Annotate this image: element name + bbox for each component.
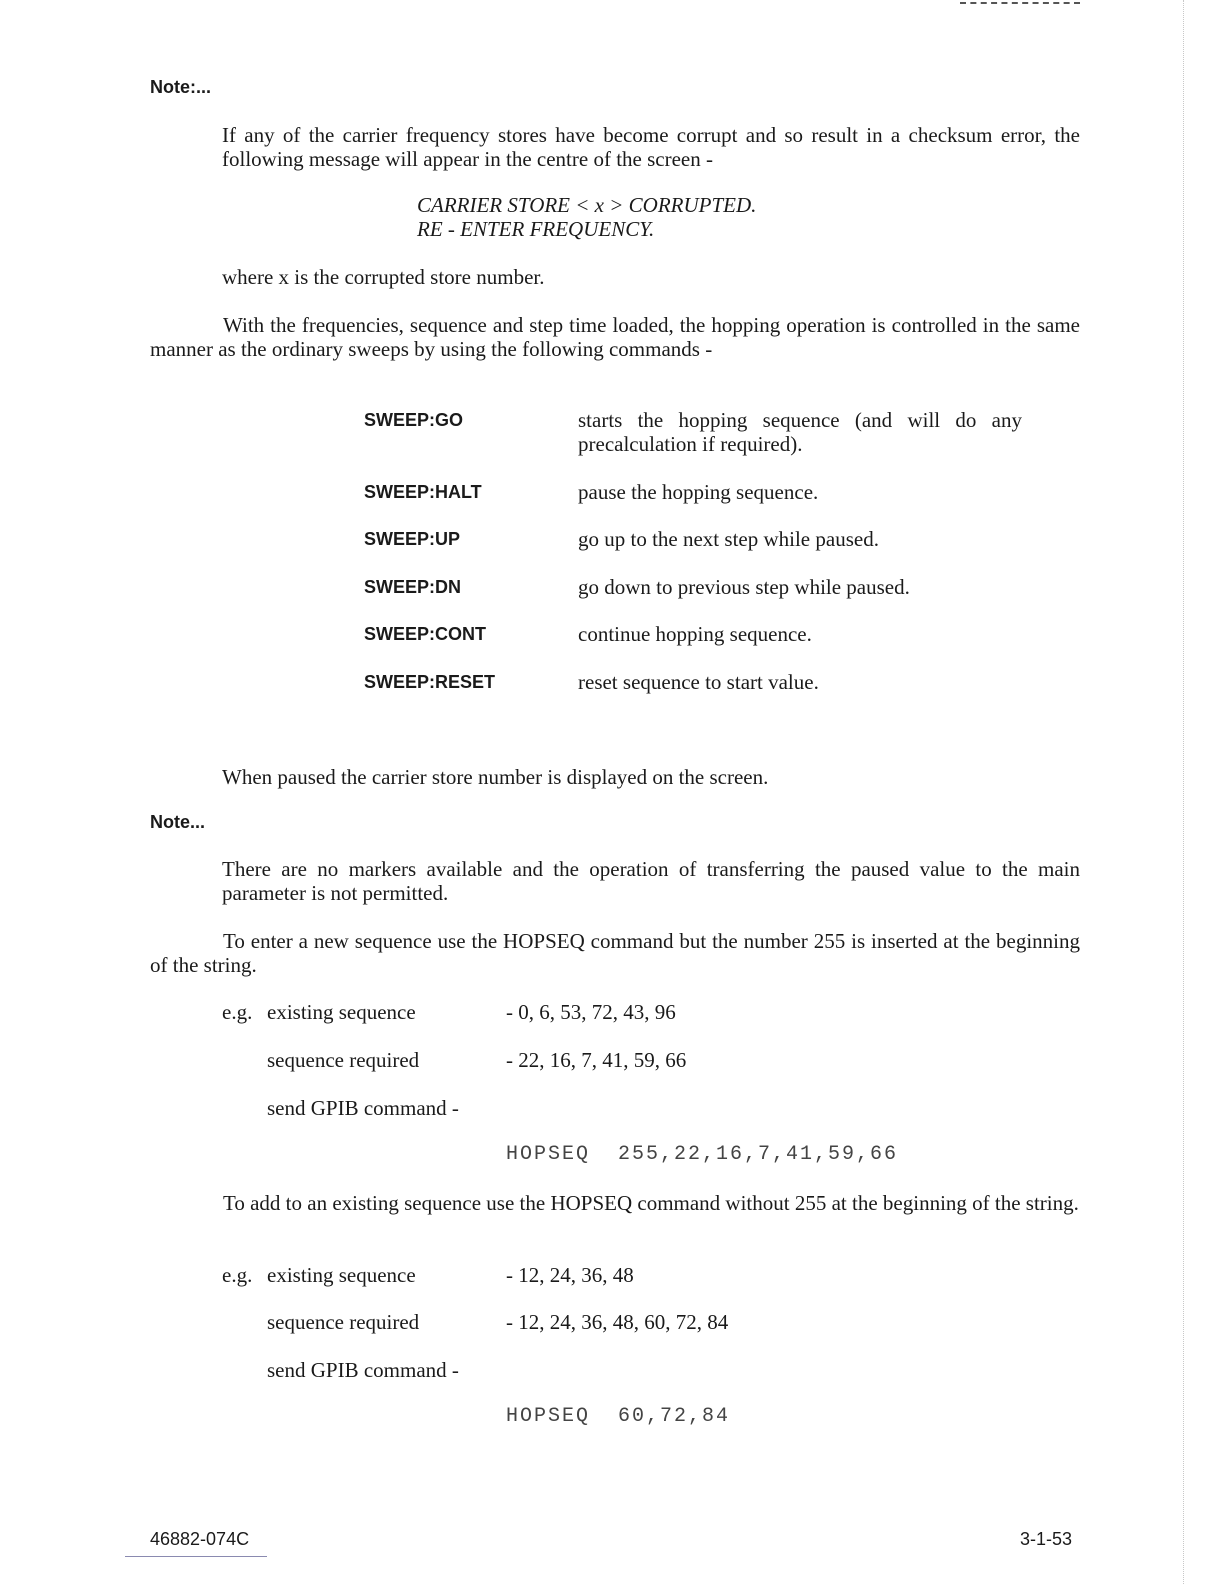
example1-required-label: sequence required <box>267 1048 420 1072</box>
page-edge-line <box>1183 0 1184 1584</box>
command-sweep-dn: SWEEP:DN <box>364 577 462 597</box>
example2-gpib-command: HOPSEQ 60,72,84 <box>506 1405 731 1428</box>
command-desc-reset: reset sequence to start value. <box>578 670 819 694</box>
paragraph-hopping-control: With the frequencies, sequence and step time loaded, the hopping operation is controlled in the same manner as the ordinary sweeps by using the following commands - <box>150 313 1080 361</box>
footer-rule <box>125 1556 267 1557</box>
paragraph-checksum-error: If any of the carrier frequency stores have become corrupt and so result in a checksum error, the following message will appear in the centre of the screen - <box>222 123 1080 171</box>
paragraph-no-markers: There are no markers available and the operation of transferring the paused value to the main parameter is not permitted. <box>222 857 1080 905</box>
example2-required-label: sequence required <box>267 1310 420 1334</box>
example1-send-label: send GPIB command - <box>267 1096 459 1120</box>
command-desc-go: starts the hopping sequence (and will do any precalculation if required). <box>578 408 1022 456</box>
command-desc-up: go up to the next step while paused. <box>578 527 879 551</box>
command-sweep-halt: SWEEP:HALT <box>364 482 482 502</box>
example2-eg: e.g. <box>222 1263 253 1287</box>
example1-eg: e.g. <box>222 1000 253 1024</box>
paragraph-add-sequence: To add to an existing sequence use the HOPSEQ command without 255 at the beginning of the string. <box>223 1191 1079 1215</box>
command-desc-dn: go down to previous step while paused. <box>578 575 910 599</box>
message-line-1: CARRIER STORE < x > CORRUPTED. <box>417 193 757 217</box>
example2-send-label: send GPIB command - <box>267 1358 459 1382</box>
paragraph-paused-display: When paused the carrier store number is displayed on the screen. <box>222 765 769 789</box>
corruption-message <box>417 193 756 241</box>
paragraph-new-sequence: To enter a new sequence use the HOPSEQ command but the number 255 is inserted at the beginning of the string. <box>150 929 1080 977</box>
command-sweep-cont: SWEEP:CONT <box>364 624 487 644</box>
command-sweep-up: SWEEP:UP <box>364 529 461 549</box>
footer-doc-number: 46882-074C <box>150 1529 250 1549</box>
header-rule <box>960 2 1080 10</box>
command-desc-halt: pause the hopping sequence. <box>578 480 819 504</box>
message-line-2: RE - ENTER FREQUENCY. <box>417 217 655 241</box>
command-desc-cont: continue hopping sequence. <box>578 622 812 646</box>
note-label-1: Note:... <box>150 77 211 97</box>
example2-required-value: - 12, 24, 36, 48, 60, 72, 84 <box>506 1310 729 1334</box>
footer-page-number: 3-1-53 <box>1020 1529 1073 1549</box>
where-text: where x is the corrupted store number. <box>222 265 545 289</box>
example2-existing-value: - 12, 24, 36, 48 <box>506 1263 634 1287</box>
example1-required-value: - 22, 16, 7, 41, 59, 66 <box>506 1048 687 1072</box>
command-sweep-reset: SWEEP:RESET <box>364 672 496 692</box>
command-sweep-go: SWEEP:GO <box>364 410 464 430</box>
example2-existing-label: existing sequence <box>267 1263 416 1287</box>
note-label-2: Note... <box>150 812 206 832</box>
example1-existing-label: existing sequence <box>267 1000 416 1024</box>
example1-gpib-command: HOPSEQ 255,22,16,7,41,59,66 <box>506 1143 899 1166</box>
example1-existing-value: - 0, 6, 53, 72, 43, 96 <box>506 1000 676 1024</box>
